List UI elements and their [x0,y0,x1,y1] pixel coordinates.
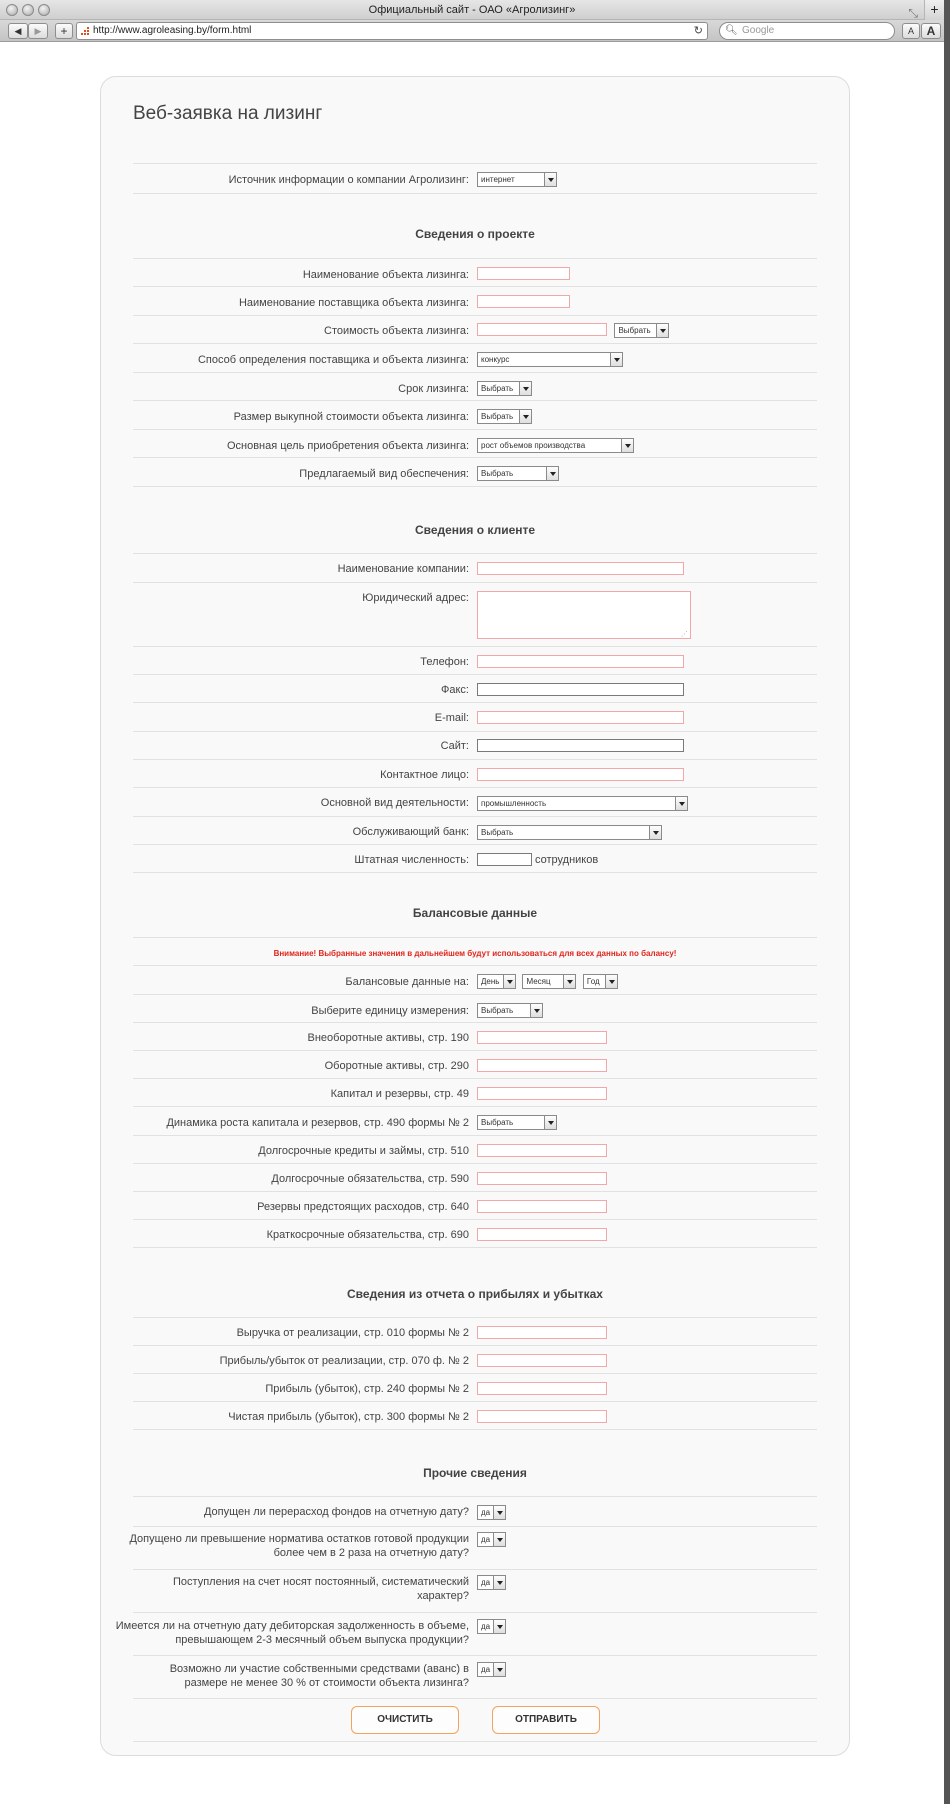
phone-label: Телефон: [420,656,469,668]
buyout-label: Размер выкупной стоимости объекта лизинга: [233,411,469,423]
chevron-down-icon [656,324,668,337]
profit-input[interactable] [477,1382,607,1395]
address-bar[interactable] [76,22,708,40]
divider [133,163,817,164]
search-placeholder: Google [742,25,775,36]
year-select[interactable]: Год [583,974,618,989]
net-profit-input[interactable] [477,1410,607,1423]
chevron-down-icon [493,1576,505,1589]
lt-liabilities-label: Долгосрочные обязательства, стр. 590 [271,1173,469,1185]
cost-input[interactable] [477,323,607,336]
balance-date-label: Балансовые данные на: [345,976,469,988]
divider [133,1078,817,1079]
chevron-down-icon [503,975,515,988]
minimize-window-button[interactable] [22,4,34,16]
noncurrent-input[interactable] [477,1031,607,1044]
divider [133,1135,817,1136]
supplier-input[interactable] [477,295,570,308]
form-container [100,76,850,1756]
divider [133,1569,817,1570]
divider [133,1050,817,1051]
divider [133,937,817,938]
dynamics-select[interactable]: Выбрать [477,1115,557,1130]
divider [133,1401,817,1402]
company-input[interactable] [477,562,684,575]
divider [133,1219,817,1220]
method-select[interactable]: конкурс [477,352,623,367]
divider [133,702,817,703]
net-profit-label: Чистая прибыль (убыток), стр. 300 формы № 2 [228,1411,469,1423]
site-label: Сайт: [440,740,469,752]
divider [133,429,817,430]
divider [133,1496,817,1497]
divider [133,731,817,732]
page-title: Веб-заявка на лизинг [133,103,323,124]
chevron-down-icon [519,410,531,423]
supplier-label: Наименование поставщика объекта лизинга: [238,297,469,309]
balance-warning: Внимание! Выбранные значения в дальнейшем будут использоваться для всех данных по балансу! [273,949,677,958]
text-bigger-button[interactable]: A [921,23,941,39]
divider [133,457,817,458]
back-arrow-icon: ◀ [14,26,22,36]
divider [133,1345,817,1346]
staff-suffix: сотрудников [535,854,599,866]
lt-loans-input[interactable] [477,1144,607,1157]
divider [133,1163,817,1164]
day-select[interactable]: День [477,974,516,989]
chevron-down-icon [530,1004,542,1017]
forward-arrow-icon: ▶ [34,26,42,36]
current-assets-input[interactable] [477,1059,607,1072]
reserves-input[interactable] [477,1200,607,1213]
source-label: Источник информации о компании Агролизинг: [228,174,469,186]
divider [133,582,817,583]
chevron-down-icon [544,173,556,186]
term-select[interactable]: Выбрать [477,381,532,396]
purpose-label: Основная цель приобретения объекта лизинга: [226,440,469,452]
close-window-button[interactable] [6,4,18,16]
current-assets-label: Оборотные активы, стр. 290 [324,1060,469,1072]
address-label: Юридический адрес: [362,592,469,604]
divider [133,759,817,760]
search-input[interactable] [719,22,895,40]
activity-label: Основной вид деятельности: [320,797,469,809]
contact-label: Контактное лицо: [380,769,469,781]
chevron-down-icon [493,1663,505,1676]
dynamics-label: Динамика роста капитала и резервов, стр. 490 формы № 2 [166,1117,469,1129]
zoom-window-button[interactable] [38,4,50,16]
divider [133,1106,817,1107]
divider [133,1429,817,1430]
month-select[interactable]: Месяц [522,974,576,989]
activity-select[interactable]: промышленность [477,796,688,811]
divider [133,286,817,287]
profit-label: Прибыль (убыток), стр. 240 формы № 2 [265,1383,469,1395]
chevron-down-icon [675,797,687,810]
divider [133,1247,817,1248]
divider [133,1317,817,1318]
resize-grip-icon[interactable]: ⋰ [681,631,688,638]
chevron-down-icon [519,382,531,395]
back-button[interactable] [8,23,28,39]
revenue-label: Выручка от реализации, стр. 010 формы № 2 [236,1327,469,1339]
chevron-down-icon [563,975,575,988]
divider [133,343,817,344]
divider [133,486,817,487]
q1-label: Допущен ли перерасход фондов на отчетную дату? [203,1506,469,1518]
bank-label: Обслуживающий банк: [352,826,469,838]
submit-button[interactable]: ОТПРАВИТЬ [492,1706,600,1734]
staff-label: Штатная численность: [354,854,469,866]
q3-select[interactable]: да [477,1575,506,1590]
chevron-down-icon [610,353,622,366]
divider [133,372,817,373]
chevron-down-icon [493,1533,505,1546]
capital-label: Капитал и резервы, стр. 49 [330,1088,469,1100]
collateral-select[interactable]: Выбрать [477,466,559,481]
q4-label: Имеется ли на отчетную дату дебиторская задолженность в объеме, превышающем 2-3 месячный объем выпуска продукции? [115,1620,469,1646]
chevron-down-icon [544,1116,556,1129]
divider [133,400,817,401]
new-tab-button[interactable]: + [924,0,944,20]
unit-label: Выберите единицу измерения: [311,1005,469,1017]
email-label: E-mail: [434,712,469,724]
phone-input[interactable] [477,655,684,668]
divider [133,994,817,995]
unit-select[interactable]: Выбрать [477,1003,543,1018]
divider [133,816,817,817]
object-name-input[interactable] [477,267,570,280]
contact-input[interactable] [477,768,684,781]
noncurrent-label: Внеоборотные активы, стр. 190 [307,1032,469,1044]
divider [133,1698,817,1699]
method-label: Способ определения поставщика и объекта лизинга: [197,354,469,366]
bank-select[interactable]: Выбрать [477,825,662,840]
divider [133,1191,817,1192]
divider [133,1022,817,1023]
cost-label: Стоимость объекта лизинга: [324,325,469,337]
email-input[interactable] [477,711,684,724]
divider [133,646,817,647]
term-label: Срок лизинга: [398,383,469,395]
chevron-down-icon [649,826,661,839]
lt-loans-label: Долгосрочные кредиты и займы, стр. 510 [258,1145,469,1157]
chevron-down-icon [493,1620,505,1633]
address-textarea[interactable] [477,591,691,639]
divider [133,258,817,259]
add-bookmark-button[interactable] [55,23,73,39]
st-liabilities-input[interactable] [477,1228,607,1241]
fax-label: Факс: [441,684,469,696]
q2-label: Допущено ли превышение норматива остатков готовой продукции более чем в 2 раза на отчетную дату? [129,1533,469,1559]
chevron-down-icon [621,439,633,452]
divider [133,1612,817,1613]
divider [133,315,817,316]
site-input[interactable] [477,739,684,752]
q4-select[interactable]: да [477,1619,506,1634]
q5-select[interactable]: да [477,1662,506,1677]
divider [133,1526,817,1527]
chevron-down-icon [605,975,617,988]
favicon-icon [81,27,90,36]
currency-select[interactable]: Выбрать [614,323,669,338]
window-title: Официальный сайт - ОАО «Агролизинг» [368,4,576,16]
divider [133,1373,817,1374]
clear-button[interactable]: ОЧИСТИТЬ [351,1706,459,1734]
reserves-label: Резервы предстоящих расходов, стр. 640 [257,1201,469,1213]
sales-profit-input[interactable] [477,1354,607,1367]
divider [133,1655,817,1656]
staff-input[interactable] [477,853,532,866]
collateral-label: Предлагаемый вид обеспечения: [299,468,469,480]
section-heading-pnl: Сведения из отчета о прибылях и убытках [347,1287,603,1301]
q1-select[interactable]: да [477,1505,506,1520]
lt-liabilities-input[interactable] [477,1172,607,1185]
capital-input[interactable] [477,1087,607,1100]
section-heading-client: Сведения о клиенте [414,523,536,537]
revenue-input[interactable] [477,1326,607,1339]
forward-button[interactable] [28,23,48,39]
divider [133,787,817,788]
q5-label: Возможно ли участие собственными средствами (аванс) в размере не менее 30 % от стоимости объекта лизинга? [169,1663,469,1689]
section-heading-project: Сведения о проекте [415,227,535,241]
plus-icon: + [60,24,68,38]
divider [133,872,817,873]
divider [133,553,817,554]
chevron-down-icon [546,467,558,480]
divider [133,1741,817,1742]
buyout-select[interactable]: Выбрать [477,409,532,424]
section-heading-other: Прочие сведения [423,1466,527,1480]
object-name-label: Наименование объекта лизинга: [302,269,469,281]
q3-label: Поступления на счет носят постоянный, систематический характер? [173,1576,469,1602]
sales-profit-label: Прибыль/убыток от реализации, стр. 070 ф. № 2 [219,1355,469,1367]
text-smaller-button[interactable]: A [902,23,920,39]
chevron-down-icon [493,1506,505,1519]
company-label: Наименование компании: [337,563,469,575]
search-icon: 🔍︎ [725,25,738,36]
section-heading-balance: Балансовые данные [412,906,538,920]
divider [133,844,817,845]
divider [133,193,817,194]
window-controls [6,4,50,16]
st-liabilities-label: Краткосрочные обязательства, стр. 690 [266,1229,469,1241]
reload-icon[interactable]: ↻ [693,25,703,37]
resize-icon: ⤡ [908,6,918,20]
divider [133,965,817,966]
url-text: http://www.agroleasing.by/form.html [93,25,252,36]
fax-input[interactable] [477,683,684,696]
title-bar [0,0,944,20]
browser-toolbar [0,20,944,42]
source-select[interactable]: интернет [477,172,557,187]
divider [133,674,817,675]
purpose-select[interactable]: рост объемов производства [477,438,634,453]
q2-select[interactable]: да [477,1532,506,1547]
